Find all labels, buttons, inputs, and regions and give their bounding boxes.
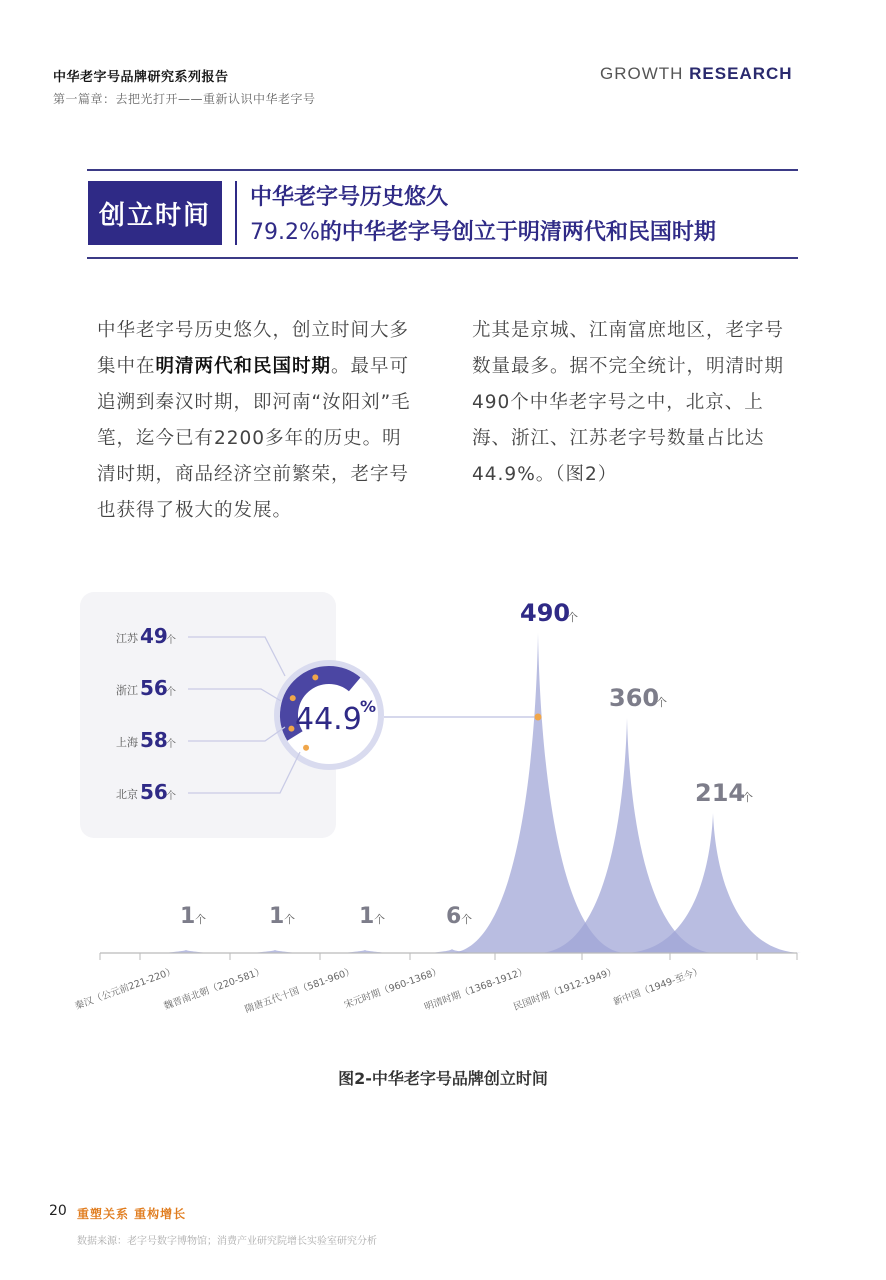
footer-slogan: 重塑关系 重构增长 bbox=[77, 1207, 187, 1221]
value-label: 360 bbox=[609, 683, 660, 712]
x-tick-label: 新中国（1949-至今） bbox=[611, 965, 705, 1009]
donut-dot bbox=[303, 745, 309, 751]
value-unit: 个 bbox=[374, 913, 385, 926]
region-value: 49 bbox=[140, 624, 168, 648]
value-unit: 个 bbox=[284, 913, 295, 926]
x-tick-labels bbox=[73, 965, 704, 1016]
x-tick-label: 明清时期（1368-1912） bbox=[423, 965, 530, 1014]
section-tag: 创立时间 bbox=[88, 181, 222, 245]
region-value: 56 bbox=[140, 676, 168, 700]
x-axis-ticks bbox=[100, 953, 797, 960]
value-unit: 个 bbox=[656, 695, 667, 709]
bottom-rule bbox=[87, 257, 798, 259]
donut-dot bbox=[290, 695, 296, 701]
region-name: 江苏 bbox=[116, 632, 138, 645]
headline-primary: 中华老字号历史悠久 bbox=[250, 185, 449, 210]
x-tick-label: 魏晋南北朝（220-581） bbox=[162, 965, 267, 1013]
connector-dot bbox=[535, 714, 542, 721]
title-divider bbox=[235, 181, 237, 245]
brand-logo: GROWTH RESEARCH bbox=[600, 64, 793, 83]
region-name: 浙江 bbox=[116, 684, 138, 697]
value-label: 214 bbox=[695, 779, 746, 808]
value-label: 6 bbox=[446, 904, 462, 929]
value-unit: 个 bbox=[567, 611, 578, 624]
top-rule bbox=[87, 169, 798, 171]
data-source: 数据来源：老字号数字博物馆；消费产业研究院增长实验室研究分析 bbox=[77, 1236, 377, 1247]
region-name: 上海 bbox=[116, 736, 138, 749]
donut-percent-sign: % bbox=[360, 697, 377, 716]
x-tick-label: 宋元时期（960-1368） bbox=[342, 965, 444, 1011]
value-label: 1 bbox=[269, 904, 285, 929]
value-label: 1 bbox=[180, 904, 196, 929]
chapter-subtitle: 第一篇章：去把光打开——重新认识中华老字号 bbox=[53, 92, 316, 106]
report-title: 中华老字号品牌研究系列报告 bbox=[53, 70, 229, 85]
donut-dot bbox=[288, 726, 294, 732]
page-number: 20 bbox=[49, 1203, 67, 1219]
region-name: 北京 bbox=[116, 788, 138, 801]
region-unit: 个 bbox=[166, 739, 176, 750]
region-unit: 个 bbox=[166, 635, 176, 646]
region-unit: 个 bbox=[166, 687, 176, 698]
region-value: 58 bbox=[140, 728, 168, 752]
donut-dot bbox=[312, 674, 318, 680]
headline-secondary: 79.2%的中华老字号创立于明清两代和民国时期 bbox=[250, 220, 716, 245]
value-unit: 个 bbox=[461, 913, 472, 926]
value-unit: 个 bbox=[742, 791, 753, 805]
body-right-paragraph: 尤其是京城、江南富庶地区，老字号数量最多。据不完全统计，明清时期490个中华老字号之中，北京、上海、浙江、江苏老字号数量占比达44.9%。（图2） bbox=[472, 320, 785, 485]
value-label: 1 bbox=[359, 904, 375, 929]
inset-donut bbox=[277, 663, 381, 767]
x-tick-label: 隋唐五代十国（581-960） bbox=[243, 965, 357, 1016]
x-tick-label: 秦汉（公元前221-220） bbox=[73, 965, 178, 1013]
value-unit: 个 bbox=[195, 913, 206, 926]
founding-era-chart bbox=[0, 580, 886, 1050]
donut-percent: 44.9 bbox=[295, 702, 362, 737]
region-unit: 个 bbox=[166, 791, 176, 802]
value-label: 490 bbox=[520, 599, 571, 627]
x-tick-label: 民国时期（1912-1949） bbox=[512, 965, 619, 1014]
figure-caption: 图2-中华老字号品牌创立时间 bbox=[338, 1069, 548, 1088]
body-left-paragraph: 中华老字号历史悠久，创立时间大多集中在明清两代和民国时期。最早可追溯到秦汉时期，即河南“汝阳刘”毛笔，迄今已有2200多年的历史。明清时期，商品经济空前繁荣，老字号也获得了极大的发展。 bbox=[97, 320, 411, 521]
region-value: 56 bbox=[140, 780, 168, 804]
